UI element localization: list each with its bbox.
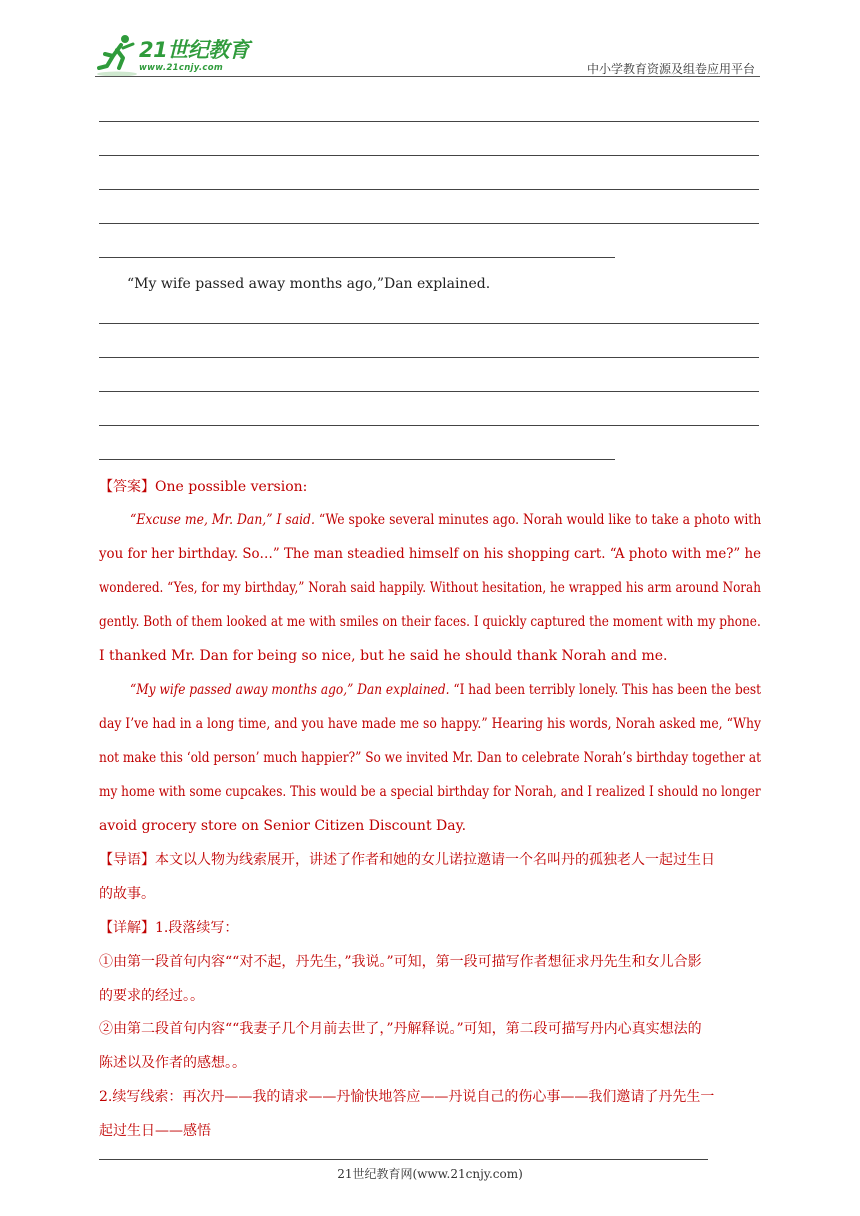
writing-line: [99, 121, 759, 122]
footer-divider: [99, 1159, 708, 1160]
answer-line: gently. Both of them looked at me with smiles on their faces. I quickly captured the moment with my phone.: [99, 614, 761, 630]
answer-lead: “My wife passed away months ago,” Dan explained.: [130, 682, 450, 698]
detail-line: ②由第二段首句内容““我妻子几个月前去世了，”丹解释说。”可知，第二段可描写丹内心真实想法的: [99, 1021, 702, 1037]
runner-icon: [95, 32, 139, 78]
detail-line: ①由第一段首句内容““对不起，丹先生，”我说。”可知，第一段可描写作者想征求丹先生和女儿合影: [99, 954, 702, 970]
writing-line: [99, 459, 615, 460]
logo-url: www.21cnjy.com: [139, 63, 223, 73]
paragraph-prompt: “My wife passed away months ago,”Dan explained.: [127, 276, 491, 292]
writing-line: [99, 189, 759, 190]
logo-text: 21世纪教育: [139, 38, 250, 62]
answer-lead: “Excuse me, Mr. Dan,” I said.: [130, 512, 315, 528]
guide-line: 【导语】本文以人物为线索展开，讲述了作者和她的女儿诺拉邀请一个名叫丹的孤独老人一起过生日: [99, 852, 715, 868]
platform-name: 中小学教育资源及组卷应用平台: [586, 62, 755, 76]
page-header: [95, 32, 760, 78]
answer-line: you for her birthday. So…” The man steadied himself on his shopping cart. “A photo with me?” he: [99, 546, 762, 562]
header-divider: [95, 76, 760, 77]
guide-line: 的故事。: [99, 886, 155, 902]
answer-line: “Excuse me, Mr. Dan,” I said. “We spoke several minutes ago. Norah would like to take a photo with: [130, 512, 762, 528]
detail-line: 2.续写线索：再次丹——我的请求——丹愉快地答应——丹说自己的伤心事——我们邀请了丹先生一: [99, 1089, 715, 1105]
answer-line: my home with some cupcakes. This would be a special birthday for Norah, and I realized I should no longer: [99, 784, 761, 800]
answer-line: not make this ‘old person’ much happier?” So we invited Mr. Dan to celebrate Norah’s birthday together at: [99, 750, 761, 766]
answer-heading: [99, 479, 307, 496]
detail-line: 的要求的经过。。: [99, 988, 204, 1004]
site-logo: [95, 32, 275, 78]
writing-line: [99, 425, 759, 426]
answer-intro: One possible version:: [155, 479, 308, 495]
writing-line: [99, 357, 759, 358]
writing-line: [99, 323, 759, 324]
detail-line: 陈述以及作者的感想。。: [99, 1055, 246, 1071]
answer-line: wondered. “Yes, for my birthday,” Norah said happily. Without hesitation, he wrapped his arm around Norah: [99, 580, 761, 596]
detail-line: 起过生日——感悟: [99, 1123, 211, 1139]
writing-line: [99, 257, 615, 258]
writing-line: [99, 155, 759, 156]
page-footer: 21世纪教育网(www.21cnjy.com): [337, 1167, 523, 1181]
writing-line: [99, 223, 759, 224]
answer-label: 【答案】: [99, 479, 155, 495]
answer-line: “My wife passed away months ago,” Dan explained. “I had been terribly lonely. This has been the best: [130, 682, 762, 698]
answer-line: avoid grocery store on Senior Citizen Discount Day.: [99, 818, 467, 834]
answer-line: I thanked Mr. Dan for being so nice, but he said he should thank Norah and me.: [99, 648, 668, 664]
detail-title: 【详解】1.段落续写：: [99, 920, 239, 936]
writing-line: [99, 391, 759, 392]
answer-line: day I’ve had in a long time, and you have made me so happy.” Hearing his words, Norah asked me, “Why: [99, 716, 762, 732]
